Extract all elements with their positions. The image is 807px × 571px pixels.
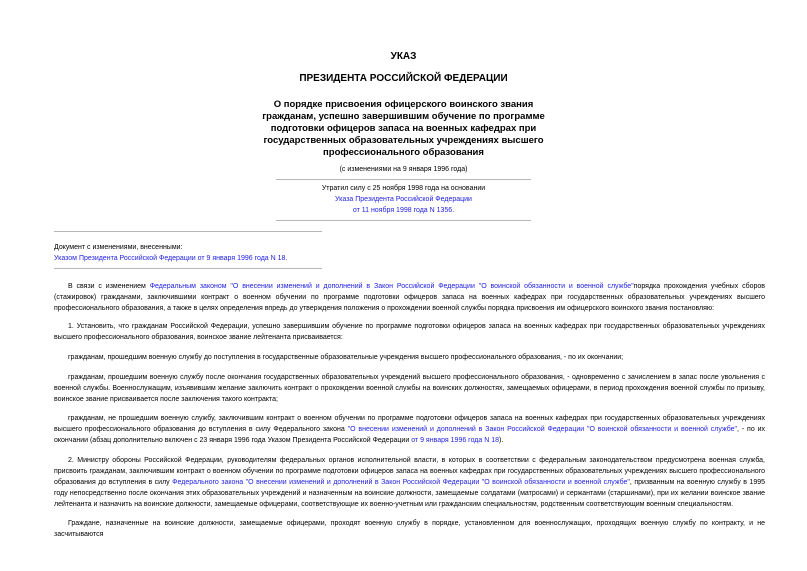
docs-changed-label: Документ с изменениями, внесенными: xyxy=(54,244,183,251)
amendments-note: (с изменениями на 9 января 1996 года) xyxy=(339,166,468,173)
lost-force-text: Утратил силу с 25 ноября 1998 года на основании xyxy=(321,185,486,192)
doc-issuer: ПРЕЗИДЕНТА РОССИЙСКОЙ ФЕДЕРАЦИИ xyxy=(299,73,508,84)
decree-link[interactable]: от 9 января 1996 года N 18 xyxy=(411,437,500,444)
lost-force-link-2[interactable]: от 11 ноября 1998 года N 1356. xyxy=(352,207,455,214)
paragraph-2: 1. Установить, что гражданам Российской Федерации, успешно завершившим обучение по программе подготовки офицеров запаса на военных кафедрах при государственных образовательных учреждениях высшего профессионального образования, воинское звание лейтенанта присваивается: xyxy=(54,323,765,341)
federal-law-link-2[interactable]: "О внесении изменений и дополнений в Закон Российской Федерации "О воинской обязанности и военной службе" xyxy=(347,426,738,433)
paragraph-7: Граждане, назначенные на воинские должности, замещаемые офицерами, проходят военную службу в порядке, установленном для военнослужащих, проходящих военную службу по контракту, и не засчитываются xyxy=(54,520,765,538)
divider-bottom xyxy=(276,220,531,221)
doc-title: УКАЗ xyxy=(390,51,417,62)
docs-changed-link[interactable]: Указом Президента Российской Федерации от 9 января 1996 года N 18. xyxy=(54,255,288,262)
docs-divider-bottom xyxy=(54,268,322,269)
divider-top xyxy=(276,179,531,180)
federal-law-link-3[interactable]: Федерального закона "О внесении изменений и дополнений в Закон Российской Федерации "О воинской обязанности и военной службе" xyxy=(172,479,630,486)
paragraph-5: гражданам, не прошедшим военную службу, заключившим контракт о военном обучении по программе подготовки офицеров запаса на военных кафедрах при государственных образовательных учреждениях высшего профессионального образования до вступления в силу Федерального закона "О внесении изменений и дополнений в Закон Российской Федерации "О воинской обязанности и военной службе", - по их окончании (абзац дополнительно включен с 23 января 1996 года Указом Президента Российской Федерации от 9 января 1996 года N 18). xyxy=(54,415,765,444)
paragraph-1: В связи с изменением Федеральным законом "О внесении изменений и дополнений в Закон Российской Федерации "О воинской обязанности и военной службе"порядка прохождения учебных сборов (стажировок) гражданами, заключившими контракт о военном обучении по программе подготовки офицеров запаса на военных кафедрах при государственных образовательных учреждениях высшего профессионального образования, а также в целях определения впредь до утверждения положения о прохождении военной службы порядка присвоения им офицерского воинского звания постановляю: xyxy=(54,283,765,312)
paragraph-4: гражданам, прошедшим военную службу после окончания государственных образовательных учреждений высшего профессионального образования, - одновременно с зачислением в запас после увольнения с военной службы. Военнослужащим, изъявившим желание заключить контракт о прохождении военной службы на воинских должностях, замещаемых офицерами, в период прохождения военной службы по призыву, воинское звание присваивается после заключения такого контракта; xyxy=(54,374,765,403)
paragraph-3: гражданам, прошедшим военную службу до поступления в государственные образовательные учреждения высшего профессионального образования, - по их окончании; xyxy=(68,354,624,361)
doc-heading: О порядке присвоения офицерского воинского звания гражданам, успешно завершившим обучение по программе подготовки офицеров запаса на военных кафедрах при государственных образовательных учреждениях высшего профессионального образования xyxy=(262,99,545,158)
lost-force-link-1[interactable]: Указа Президента Российской Федерации xyxy=(335,196,472,203)
docs-changed-block xyxy=(54,242,354,264)
docs-divider-top xyxy=(54,231,322,232)
federal-law-link[interactable]: Федеральным законом "О внесении изменений и дополнений в Закон Российской Федерации "О воинской обязанности и военной службе" xyxy=(149,283,634,290)
lost-force-block xyxy=(250,183,557,216)
paragraph-6: 2. Министру обороны Российской Федерации, руководителям федеральных органов исполнительной власти, в которых в соответствии с федеральным законодательством предусмотрена военная служба, присвоить гражданам, заключившим контракт о военном обучении по программе подготовки офицеров запаса на военных кафедрах при государственных образовательных учреждениях высшего профессионального образования до вступления в силу Федерального закона "О внесении изменений и дополнений в Закон Российской Федерации "О воинской обязанности и военной службе", призванным на военную службу в 1995 году непосредственно после окончания этих образовательных учреждений и назначенным на воинские должности, замещаемые солдатами (матросами) и сержантами (старшинами), при их желании воинское звание лейтенанта и назначить на воинские должности, замещаемые офицерами, соответствующие их военно-учетным или гражданским специальностям, родственным соответствующим военным специальностям. xyxy=(54,457,765,508)
